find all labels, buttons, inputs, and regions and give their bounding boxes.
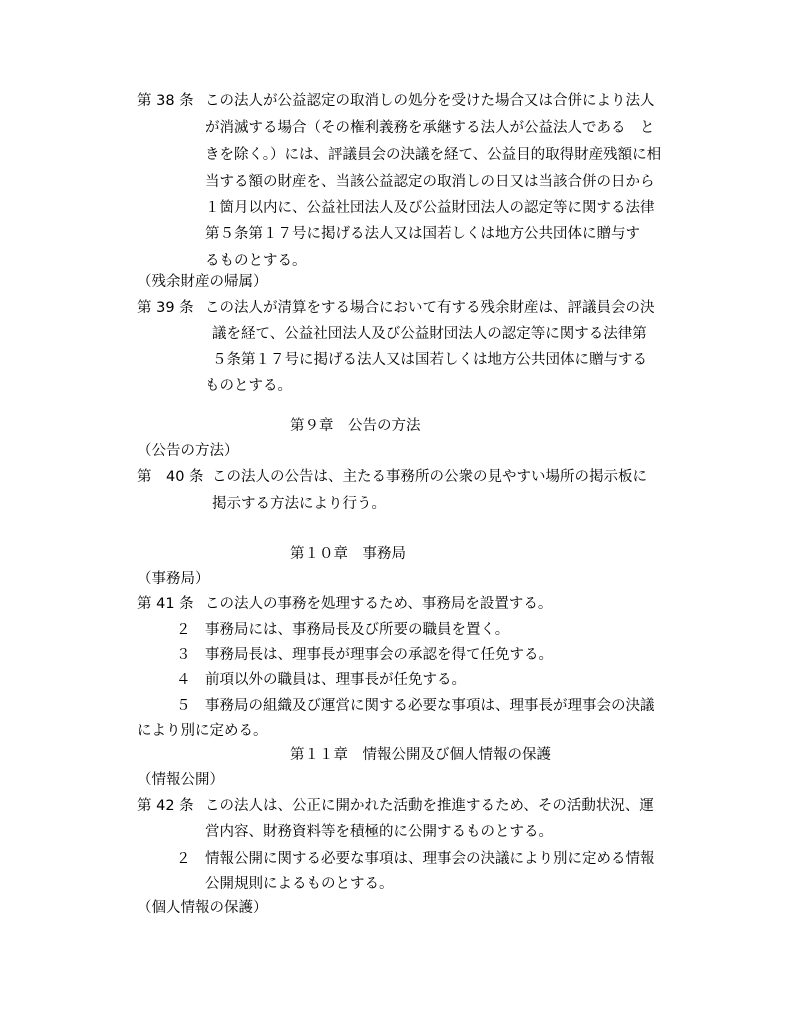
article-38-line-7: るものとする。 (205, 253, 307, 269)
article-39-line-3: ５条第１７号に掲げる法人又は国若しくは地方公共団体に贈与する (212, 352, 647, 368)
article-38-line-1: この法人が公益認定の取消しの処分を受けた場合又は合併により法人 (205, 93, 655, 109)
chapter-10-title: 第１０章 事務局 (290, 546, 406, 562)
article-40-line-2: 掲示する方法により行う。 (212, 496, 386, 512)
article-40-number: 第 40 条 (137, 469, 204, 485)
article-38-line-6: 第５条第１７号に掲げる法人又は国若しくは地方公共団体に贈与す (205, 226, 640, 242)
article-41-item-3-text: 事務局長は、理事長が理事会の承認を得て任免する。 (205, 647, 553, 663)
article-39-line-2: 議を経て、公益社団法人及び公益財団法人の認定等に関する法律第 (212, 326, 647, 342)
article-38-number: 第 38 条 (137, 93, 194, 109)
personal-info-heading: （個人情報の保護） (137, 900, 268, 916)
article-42-line-2: 営内容、財務資料等を積極的に公開するものとする。 (205, 824, 553, 840)
article-38-line-2: が消滅する場合（その権利義務を承継する法人が公益法人である と (205, 120, 655, 136)
article-42-number: 第 42 条 (137, 798, 194, 814)
article-39-line-4: ものとする。 (205, 378, 292, 394)
article-41-line-1: この法人の事務を処理するため、事務局を設置する。 (205, 596, 553, 612)
article-41-item-4-num: ４ (176, 672, 191, 688)
article-40-line-1: この法人の公告は、主たる事務所の公衆の見やすい場所の掲示板に (212, 469, 647, 485)
article-41-item-5-continuation: により別に定める。 (137, 723, 268, 739)
article-40-heading: （公告の方法） (137, 443, 239, 459)
article-39-heading: （残余財産の帰属） (137, 274, 268, 290)
article-39-number: 第 39 条 (137, 300, 194, 316)
article-41-item-4-text: 前項以外の職員は、理事長が任免する。 (205, 672, 466, 688)
article-41-heading: （事務局） (137, 571, 210, 587)
article-38-line-4: 当する額の財産を、当該公益認定の取消しの日又は当該合併の日から (205, 174, 655, 190)
article-42-line-1: この法人は、公正に開かれた活動を推進するため、その活動状況、運 (205, 798, 654, 814)
article-38-line-3: きを除く。）には、評議員会の決議を経て、公益目的取得財産残額に相 (205, 147, 662, 163)
article-41-number: 第 41 条 (137, 596, 194, 612)
article-41-item-5-text: 事務局の組織及び運営に関する必要な事項は、理事長が理事会の決議 (205, 698, 655, 714)
chapter-9-title: 第９章 公告の方法 (290, 418, 421, 434)
article-42-heading: （情報公開） (137, 772, 224, 788)
article-41-item-2-num: ２ (176, 622, 191, 638)
article-42-item-2-continuation: 公開規則によるものとする。 (205, 876, 394, 892)
article-41-item-5-num: ５ (176, 698, 191, 714)
article-41-item-3-num: ３ (176, 647, 191, 663)
article-42-item-2-num: ２ (176, 851, 191, 867)
article-41-item-2-text: 事務局には、事務局長及び所要の職員を置く。 (205, 622, 510, 638)
article-39-line-1: この法人が清算をする場合において有する残余財産は、評議員会の決 (205, 300, 655, 316)
chapter-11-title: 第１１章 情報公開及び個人情報の保護 (290, 747, 551, 763)
article-38-line-5: １箇月以内に、公益社団法人及び公益財団法人の認定等に関する法律 (205, 200, 655, 216)
article-42-item-2-text: 情報公開に関する必要な事項は、理事会の決議により別に定める情報 (205, 851, 655, 867)
